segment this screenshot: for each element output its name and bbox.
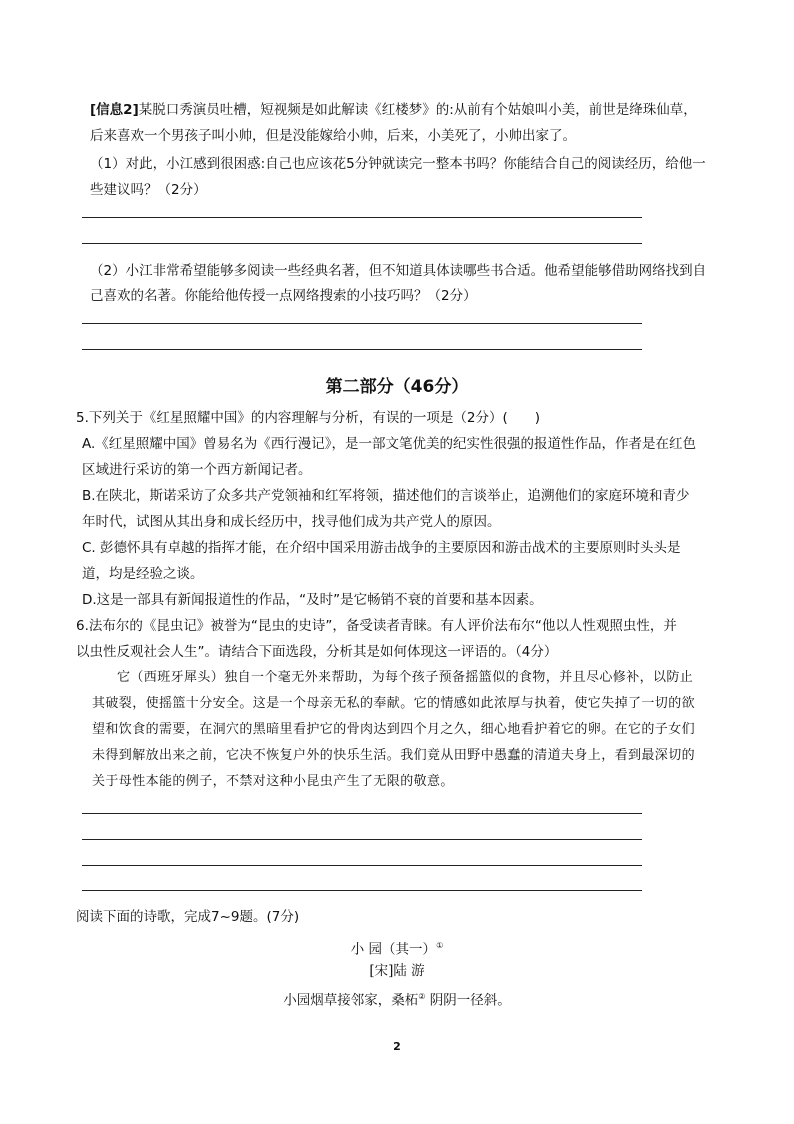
q6-passage-line4: 未得到解放出来之前，它决不恢复户外的快乐生活。我们竟从田野中愚蠢的清道夫身上，看到最深切的 [92, 748, 696, 763]
poem-title [0, 935, 794, 961]
q6-passage-line3: 望和饮食的需要，在洞穴的黑暗里看护它的骨肉达到四个月之久，细心地看护着它的卵。在它的子女们 [92, 722, 696, 737]
q5-option-a-line2: 区域进行采访的第一个西方新闻记者。 [82, 462, 312, 478]
answer-line [82, 865, 642, 866]
q5-option-c-line2: 道，均是经验之谈。 [82, 566, 204, 582]
poem-title-text: 小 园（其一） [350, 941, 437, 958]
poem-line1-part-a: 小园烟草接邻家，桑柘 [283, 992, 419, 1009]
poem-line1-part-b: 阴阴一径斜。 [425, 992, 511, 1009]
info2-line1 [90, 97, 697, 123]
answer-line [82, 890, 642, 891]
poem-line1-note: ② [418, 992, 426, 1001]
q5-option-b-line2: 年时代，试图从其出身和成长经历中，找寻他们成为共产党人的原因。 [82, 514, 501, 530]
q5-option-b-line1: B.在陕北，斯诺采访了众多共产党领袖和红军将领，描述他们的言谈举止，追溯他们的家庭环境和青少 [82, 488, 690, 504]
q6-passage-line2: 其破裂，使摇篮十分安全。这是一个母亲无私的奉献。它的情感如此浓厚与执着，使它失掉了一切的欲 [92, 696, 696, 711]
answer-line [82, 243, 642, 244]
info2-label: [信息2] [90, 102, 139, 118]
q5-stem: 5.下列关于《红星照耀中国》的内容理解与分析，有误的一项是（2分）( ) [76, 410, 541, 426]
answer-line [82, 813, 642, 814]
q5-option-d: D.这是一部具有新闻报道性的作品，“及时”是它畅销不衰的首要和基本因素。 [82, 592, 543, 608]
info2-line2: 后来喜欢一个男孩子叫小帅，但是没能嫁给小帅，后来，小美死了，小帅出家了。 [90, 128, 576, 144]
answer-line [82, 323, 642, 324]
poem-intro: 阅读下面的诗歌，完成7~9题。(7分) [76, 909, 300, 925]
q5-option-a-line1: A.《红星照耀中国》曾易名为《西行漫记》，是一部文笔优美的纪实性很强的报道性作品，作者是在红色 [82, 436, 697, 452]
info2-text-1: 某脱口秀演员吐槽，短视频是如此解读《红楼梦》的:从前有个姑娘叫小美，前世是绛珠仙草， [138, 102, 697, 118]
poem-line1 [0, 986, 794, 1012]
q2-line2: 己喜欢的名著。你能给他传授一点网络搜索的小技巧吗？（2分） [90, 288, 477, 304]
q6-stem-line2: 以虫性反观社会人生”。请结合下面选段，分析其是如何体现这一评语的。（4分） [76, 644, 558, 660]
q2-line1: （2）小江非常希望能够多阅读一些经典名著，但不知道具体读哪些书合适。他希望能够借助网络找到自 [90, 263, 707, 279]
answer-line [82, 217, 642, 218]
q6-passage-line1: 它（西班牙犀头）独自一个毫无外来帮助，为每个孩子预备摇篮似的食物，并且尽心修补，以防止 [117, 670, 694, 685]
poem-author: [宋]陆 游 [369, 963, 425, 979]
q1-line1: （1）对此，小江感到很困惑:自己也应该花5分钟就读完一整本书吗？你能结合自己的阅读经历，给他一 [90, 156, 706, 172]
answer-line [82, 349, 642, 350]
q1-line2: 些建议吗？（2分） [90, 182, 207, 198]
q5-option-c-line1: C. 彭德怀具有卓越的指挥才能，在介绍中国采用游击战争的主要原因和游击战术的主要原则时头头是 [82, 540, 681, 556]
poem-title-note: ① [436, 941, 444, 950]
q6-passage-line5: 关于母性本能的例子，不禁对这种小昆虫产生了无限的敬意。 [92, 774, 454, 789]
page-number: 2 [393, 1040, 401, 1053]
answer-line [82, 839, 642, 840]
q6-stem-line1: 6.法布尔的《昆虫记》被誉为“昆虫的史诗”，备受读者青睐。有人评价法布尔“他以人性观照虫性，并 [76, 618, 677, 634]
section-title: 第二部分（46分） [325, 377, 469, 397]
